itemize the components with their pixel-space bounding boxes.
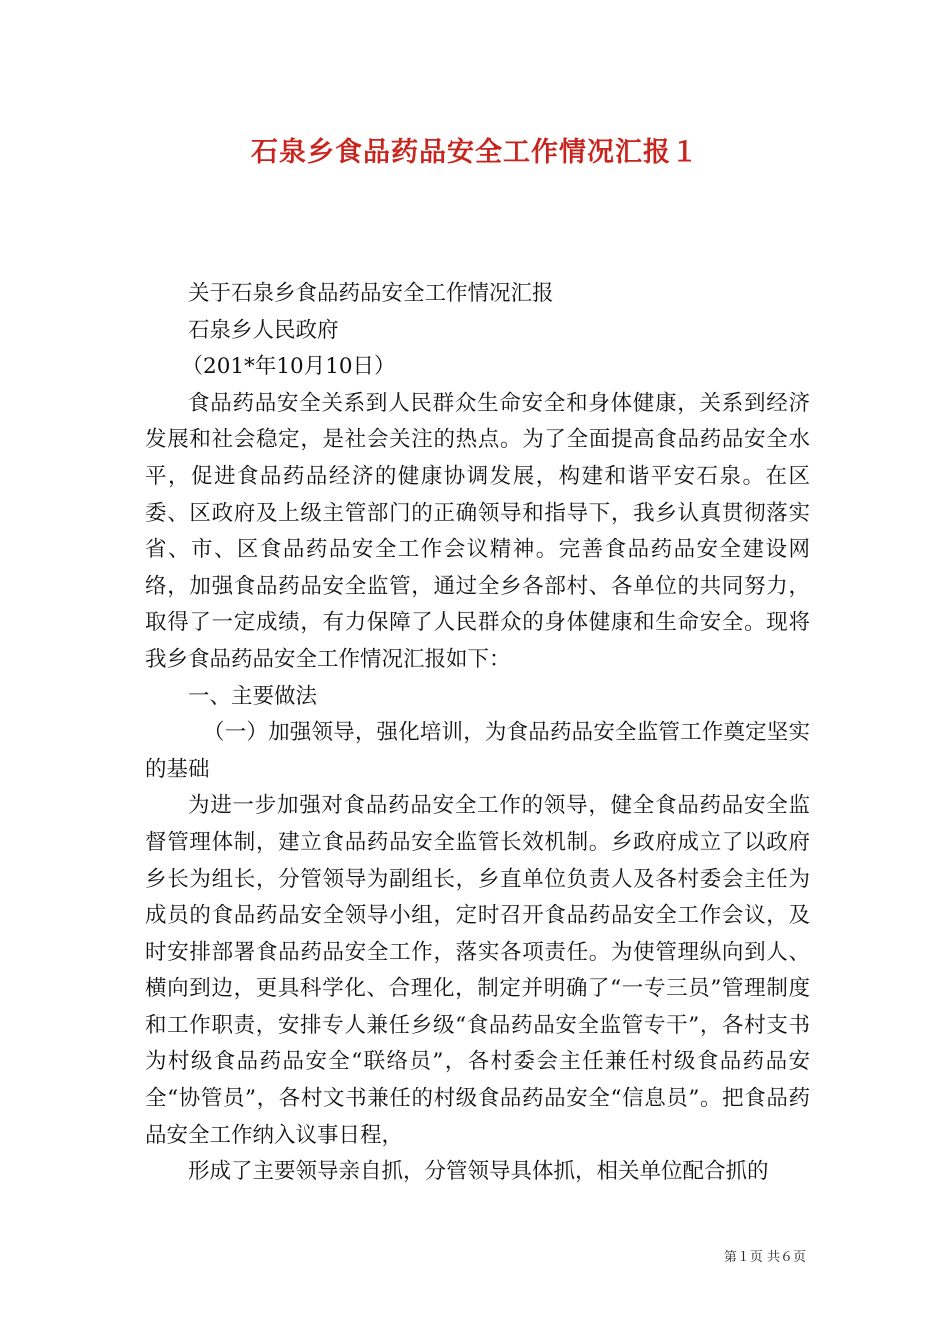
body-paragraph-continued: 形成了主要领导亲自抓，分管领导具体抓，相关单位配合抓的 bbox=[188, 1159, 769, 1185]
intro-paragraph: 食品药品安全关系到人民群众生命安全和身体健康，关系到经济发展和社会稳定，是社会关注的热点。为了全面提高食品药品安全水平，促进食品药品经济的健康协调发展，构建和谐平安石泉。在区委、区政府及上级主管部门的正确领导和指导下，我乡认真贯彻落实省、市、区食品药品安全工作会议精神。完善食品药品安全建设网络，加强食品药品安全监管，通过全乡各部村、各单位的共同努力，取得了一定成绩，有力保障了人民群众的身体健康和生命安全。现将我乡食品药品安全工作情况汇报如下： bbox=[145, 390, 810, 672]
issuer-line: 石泉乡人民政府 bbox=[188, 317, 339, 343]
report-heading: 关于石泉乡食品药品安全工作情况汇报 bbox=[188, 281, 554, 306]
document-title: 石泉乡食品药品安全工作情况汇报１ bbox=[251, 137, 699, 168]
body-paragraph: 为进一步加强对食品药品安全工作的领导，健全食品药品安全监督管理体制，建立食品药品安全监管长效机制。乡政府成立了以政府乡长为组长，分管领导为副组长，乡直单位负责人及各村委会主任为成员的食品药品安全领导小组，定时召开食品药品安全工作会议，及时安排部署食品药品安全工作，落实各项责任。为使管理纵向到人、横向到边，更具科学化、合理化，制定并明确了“一专三员”管理制度和工作职责，安排专人兼任乡级“食品药品安全监管专干”，各村支书为村级食品药品安全“联络员”，各村委会主任兼任村级食品药品安全“协管员”，各村文书兼任的村级食品药品安全“信息员”。把食品药品安全工作纳入议事日程， bbox=[145, 793, 810, 1148]
page-footer: 第１页 共６页 bbox=[723, 1250, 806, 1265]
subsection-heading: （一）加强领导，强化培训，为食品药品安全监管工作奠定坚实的基础 bbox=[145, 720, 810, 782]
date-line: （201*年10月10日） bbox=[181, 354, 396, 380]
document-body bbox=[145, 276, 810, 1191]
section-heading: 一、主要做法 bbox=[188, 683, 318, 709]
